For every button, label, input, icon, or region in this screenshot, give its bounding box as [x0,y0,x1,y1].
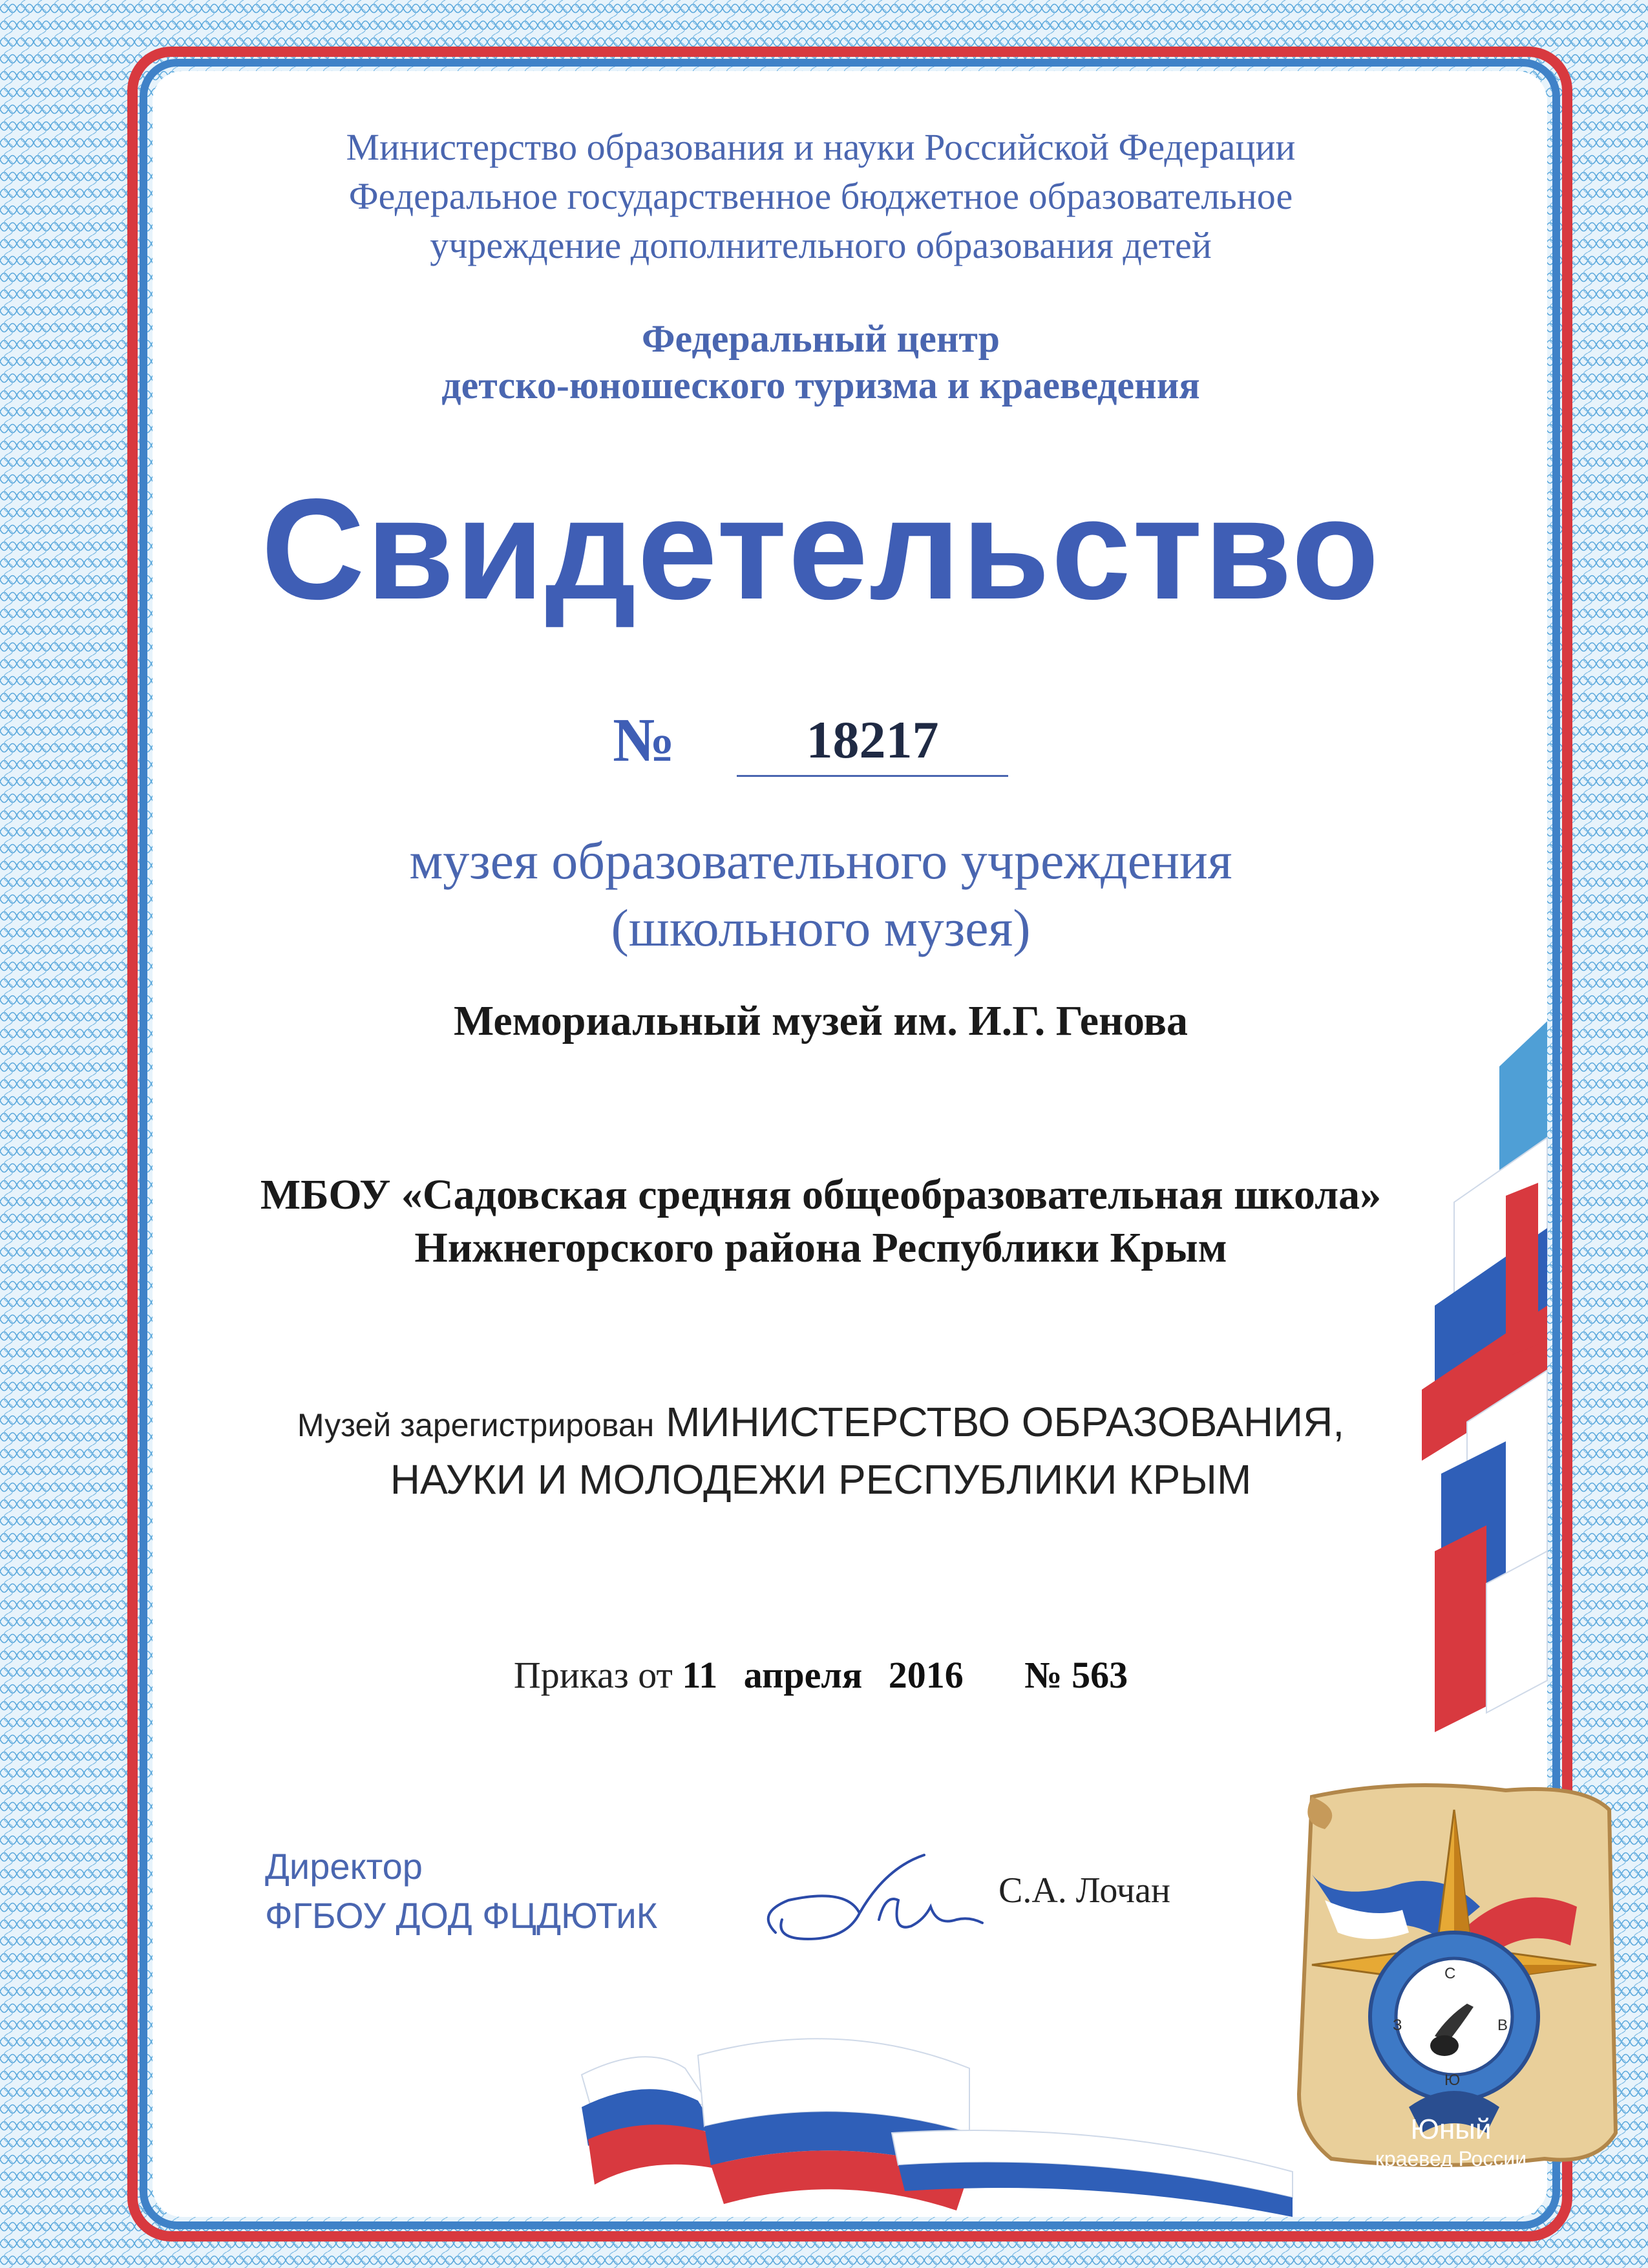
registration-info [194,1395,1448,1507]
center-line-1: Федеральный центр [642,317,1000,360]
school-line-2: Нижнегорского района Республики Крым [414,1224,1227,1271]
museum-name: Мемориальный музей им. И.Г. Генова [453,997,1188,1044]
school-line-1: МБОУ «Садовская средняя общеобразовательная школа» [260,1171,1382,1218]
order-day: 11 [682,1654,718,1696]
certificate-number: 18217 [737,708,1008,777]
ministry-line-1: Министерство образования и науки Российской Федерации [346,126,1296,168]
emblem-text-line-1: Юный [1410,2114,1492,2145]
registration-authority-line-1: МИНИСТЕРСТВО ОБРАЗОВАНИЯ, [666,1399,1345,1445]
registration-line-1 [194,1395,1448,1452]
museum-type-line-2: (школьного музея) [611,898,1031,957]
order-prefix: Приказ от [513,1654,673,1696]
emblem-text-line-2: краевед России [1375,2147,1527,2170]
compass-south-label: Ю [1444,2072,1461,2089]
federal-center-name [259,315,1383,408]
signatory-title-line-1: Директор [265,1846,423,1887]
compass-east-label: В [1497,2017,1508,2034]
ministry-line-3: учреждение дополнительного образования детей [430,224,1212,266]
registration-authority-line-2: НАУКИ И МОЛОДЕЖИ РЕСПУБЛИКИ КРЫМ [390,1456,1252,1503]
order-number: № 563 [1024,1654,1128,1696]
school-name [155,1169,1486,1275]
order-year: 2016 [888,1654,964,1696]
museum-type-line-1: музея образовательного учреждения [409,831,1232,890]
number-sign: № [613,705,675,774]
ministry-header [194,123,1448,270]
registration-prefix: Музей зарегистрирован [297,1407,655,1443]
signature-image [750,1842,995,1971]
compass-west-label: З [1393,2017,1402,2034]
signatory-title-line-2: ФГБОУ ДОД ФЦДЮТиК [265,1895,658,1936]
signatory-name: С.А. Лочан [998,1871,1170,1911]
center-line-2: детско-юношеского туризма и краеведения [441,364,1200,407]
compass-north-label: С [1444,1965,1456,1982]
order-month: апреля [743,1654,863,1696]
order-info [194,1652,1448,1699]
certificate-title: Свидетельство [261,469,1380,630]
signatory-title [265,1842,657,1940]
museum-type [220,827,1422,962]
ministry-line-2: Федеральное государственное бюджетное образовательное [348,175,1293,217]
